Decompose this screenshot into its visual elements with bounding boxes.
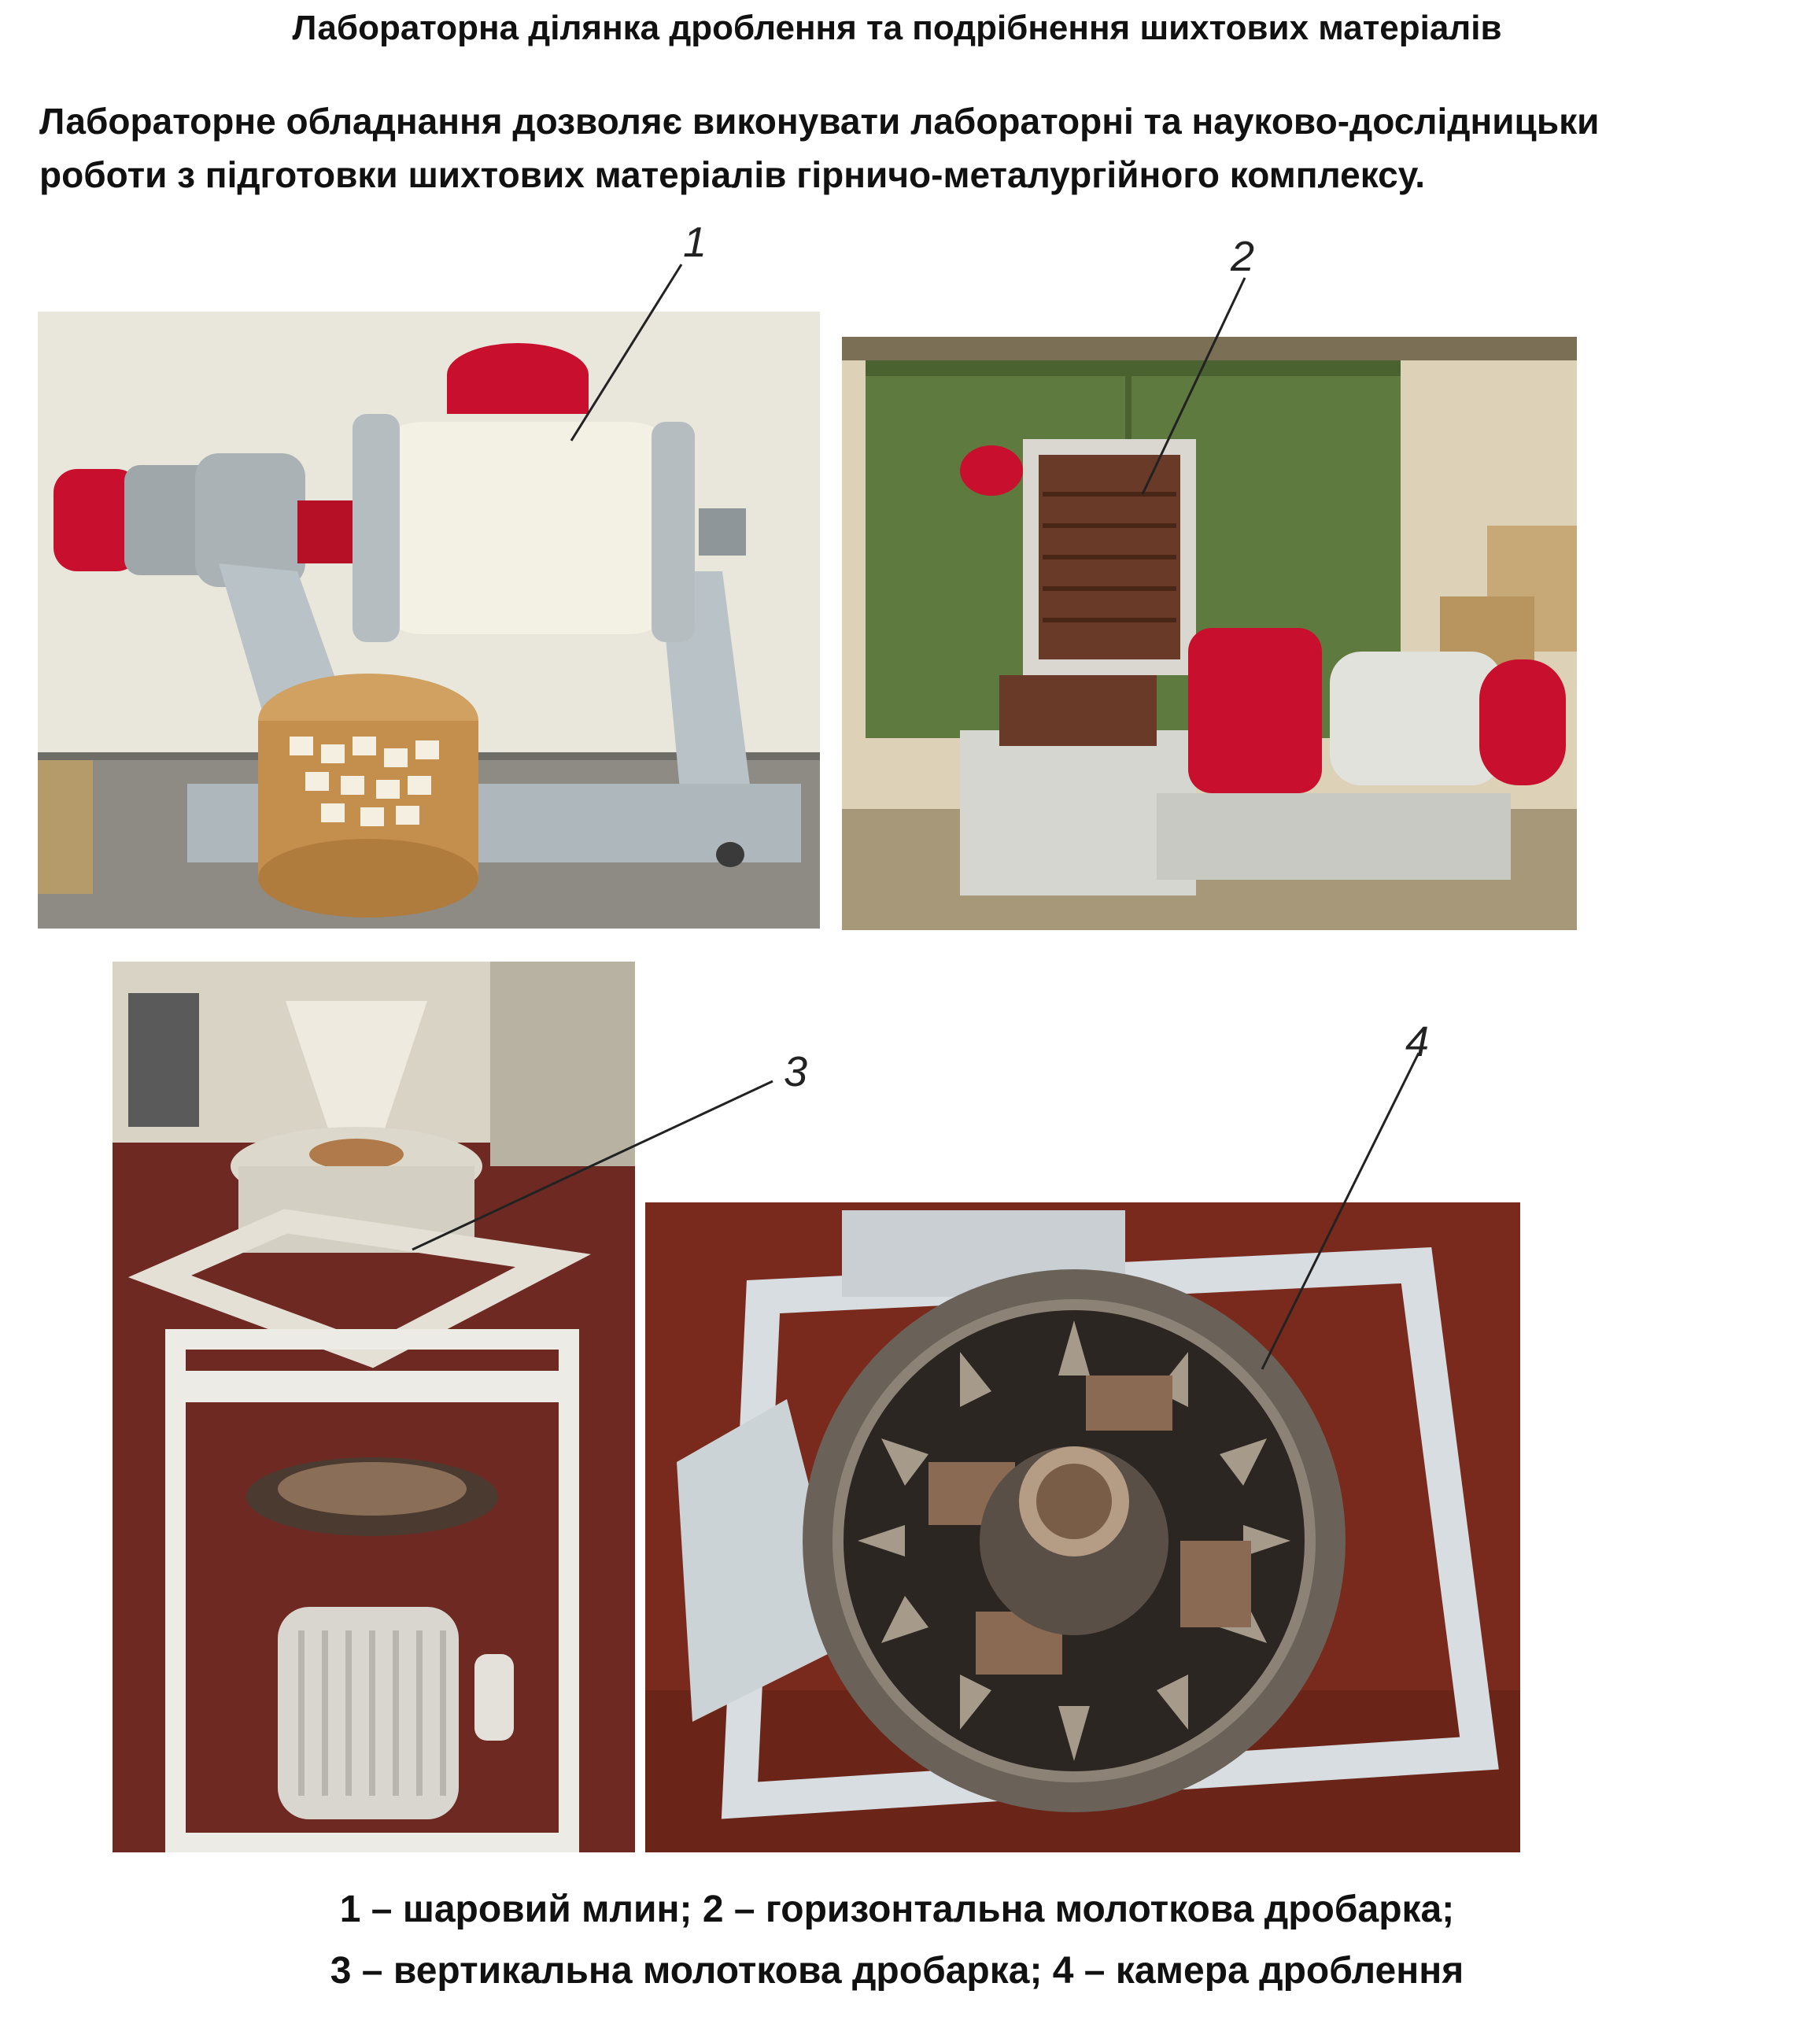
caption-line-2: 3 – вертикальна молоткова дробарка; 4 – камера дроблення (330, 1950, 1464, 1992)
callout-number-3: 3 (784, 1048, 808, 1095)
figure-caption (0, 1879, 1794, 2002)
page-title: Лабораторна ділянка дроблення та подрібнення шихтових матеріалів (292, 9, 1502, 47)
callout-number-4: 4 (1405, 1018, 1430, 1065)
intro-line-2: роботи з підготовки шихтових матеріалів гірничо-металургійного комплексу. (39, 154, 1426, 195)
callout-number-1: 1 (683, 219, 707, 266)
caption-line-1: 1 – шаровий млин; 2 – горизонтальна молоткова дробарка; (339, 1889, 1455, 1930)
photo-ball-mill (38, 312, 820, 929)
photo-crushing-chamber (645, 1202, 1520, 1852)
intro-paragraph (39, 94, 1794, 201)
intro-line-1: Лабораторне обладнання дозволяє виконувати лабораторні та науково-дослідницьки (39, 101, 1600, 142)
photo-vertical-hammer-crusher (113, 962, 635, 1852)
photo-horizontal-hammer-crusher (842, 337, 1577, 930)
callout-number-2: 2 (1231, 233, 1255, 280)
